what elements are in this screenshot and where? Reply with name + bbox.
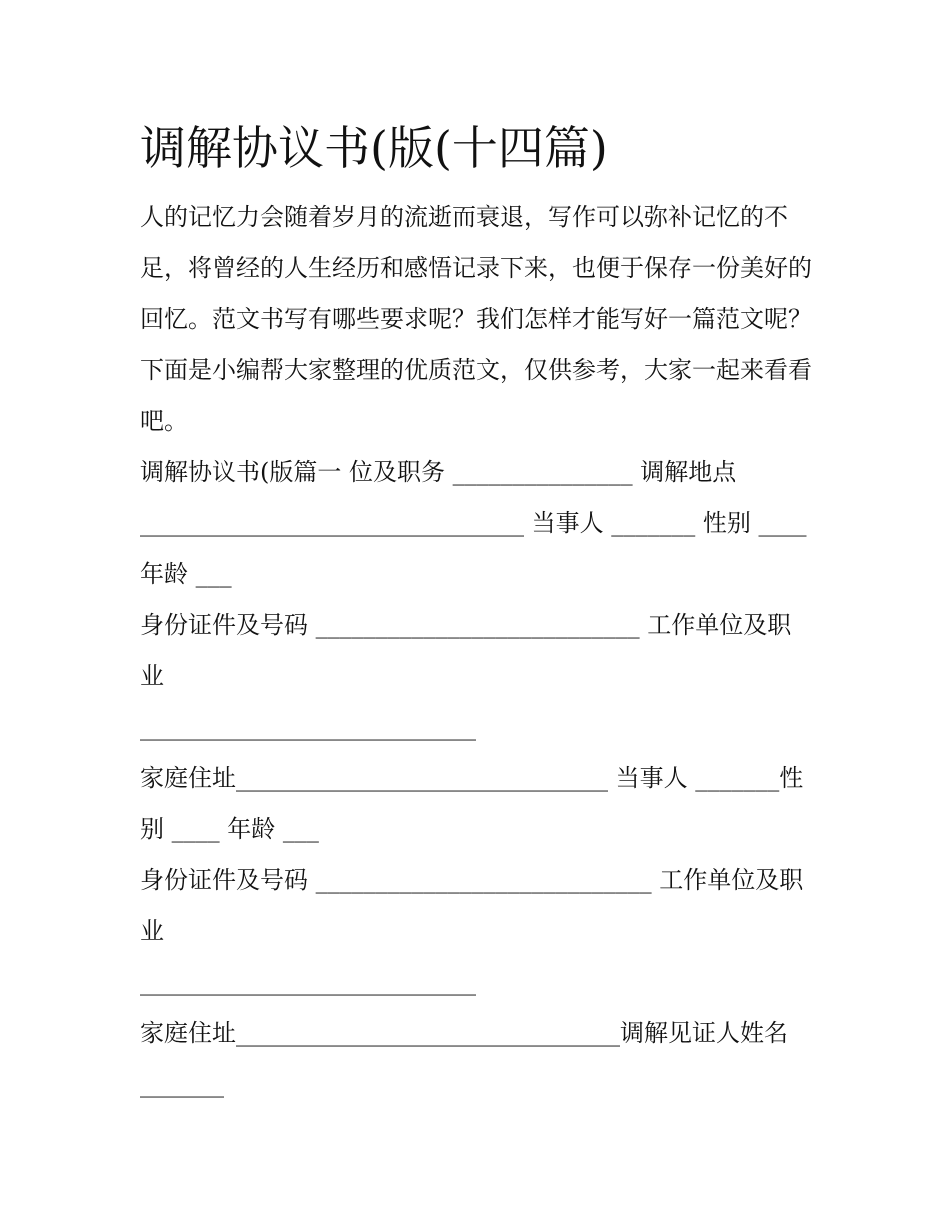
form-line-3: 年龄 ___	[140, 560, 232, 588]
document-page	[140, 112, 820, 1110]
form-line-7: 家庭住址_______________________________ 当事人 _______性	[140, 764, 804, 792]
form-line-5: 业	[140, 662, 164, 690]
form-line-2: ________________________________ 当事人 _______ 性别 ____	[140, 509, 807, 537]
form-line-9: 身份证件及号码 ____________________________ 工作单位及职	[140, 866, 804, 894]
document-title: 调解协议书(版(十四篇)	[140, 121, 608, 175]
intro-paragraph: 人的记忆力会随着岁月的流逝而衰退，写作可以弥补记忆的不足，将曾经的人生经历和感悟记录下来，也便于保存一份美好的回忆。范文书写有哪些要求呢？我们怎样才能写好一篇范文呢？下面是小编帮大家整理的优质范文，仅供参考，大家一起来看看吧。	[140, 203, 812, 435]
form-line-8: 别 ____ 年龄 ___	[140, 815, 319, 843]
form-line-6: ____________________________	[140, 713, 476, 741]
form-line-13: _______	[140, 1070, 224, 1098]
form-line-12: 家庭住址________________________________调解见证人姓名	[140, 1019, 788, 1047]
form-line-4: 身份证件及号码 ___________________________ 工作单位及职	[140, 611, 792, 639]
form-line-11: ____________________________	[140, 968, 476, 996]
form-line-10: 业	[140, 917, 164, 945]
form-line-1: 调解协议书(版篇一 位及职务 _______________ 调解地点	[140, 458, 737, 486]
